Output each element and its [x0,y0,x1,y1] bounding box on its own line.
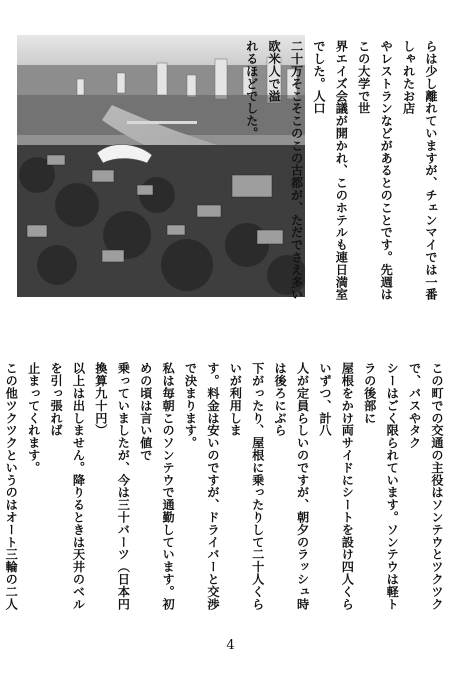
paragraph-line: 以上は出しません。降りるときは天井のベルを引っ張れば [49,362,86,610]
paragraph-line: やレストランなどがあるとのことです。先週はこの大学で世 [356,40,394,301]
paragraph-line: 界エイズ会議が開かれ、このホテルも連日満室でした。人口 [311,40,349,301]
paragraph-line: 私は毎朝このソンテウで通勤しています。初めの頃は言い値で [138,362,176,610]
paragraph-line: 乗っていましたが、今は三十バーツ（日本円換算九十円） [93,362,131,610]
page-number: 4 [226,638,235,653]
paragraph-line: れるほどでした。 [244,40,259,140]
paragraph-line: 止まってくれます。 [26,362,41,474]
article-text-top [244,40,442,308]
article-text-bottom [4,362,448,622]
paragraph-line: この町での交通の主役はソンテウとツクツクで、バスやタク [407,362,444,610]
paragraph-line: シーはごく限られています。ソンテウは軽トラの後部に [362,362,400,610]
paragraph-line: す。料金は安いのですが、ドライバーと交渉で決まります。 [183,362,220,610]
paragraph-line: 人が定員らしいのですが、朝夕のラッシュ時は後ろにぶら [273,362,310,610]
paragraph-line: 二十万そこそこのこの古都が、ただでさえ多い欧米人で溢 [267,40,304,301]
paragraph-line: 下がったり、屋根に乗ったりして二十人くらいが利用しま [228,362,265,610]
paragraph-line: 屋根をかけ両サイドにシートを設け四人くらいずつ、計八 [317,362,355,610]
paragraph-line: らは少し離れていますが、チェンマイでは一番しゃれたお店 [401,40,438,301]
paragraph-line: この他ツクツクというのはオート三輪の二人 [4,362,19,610]
